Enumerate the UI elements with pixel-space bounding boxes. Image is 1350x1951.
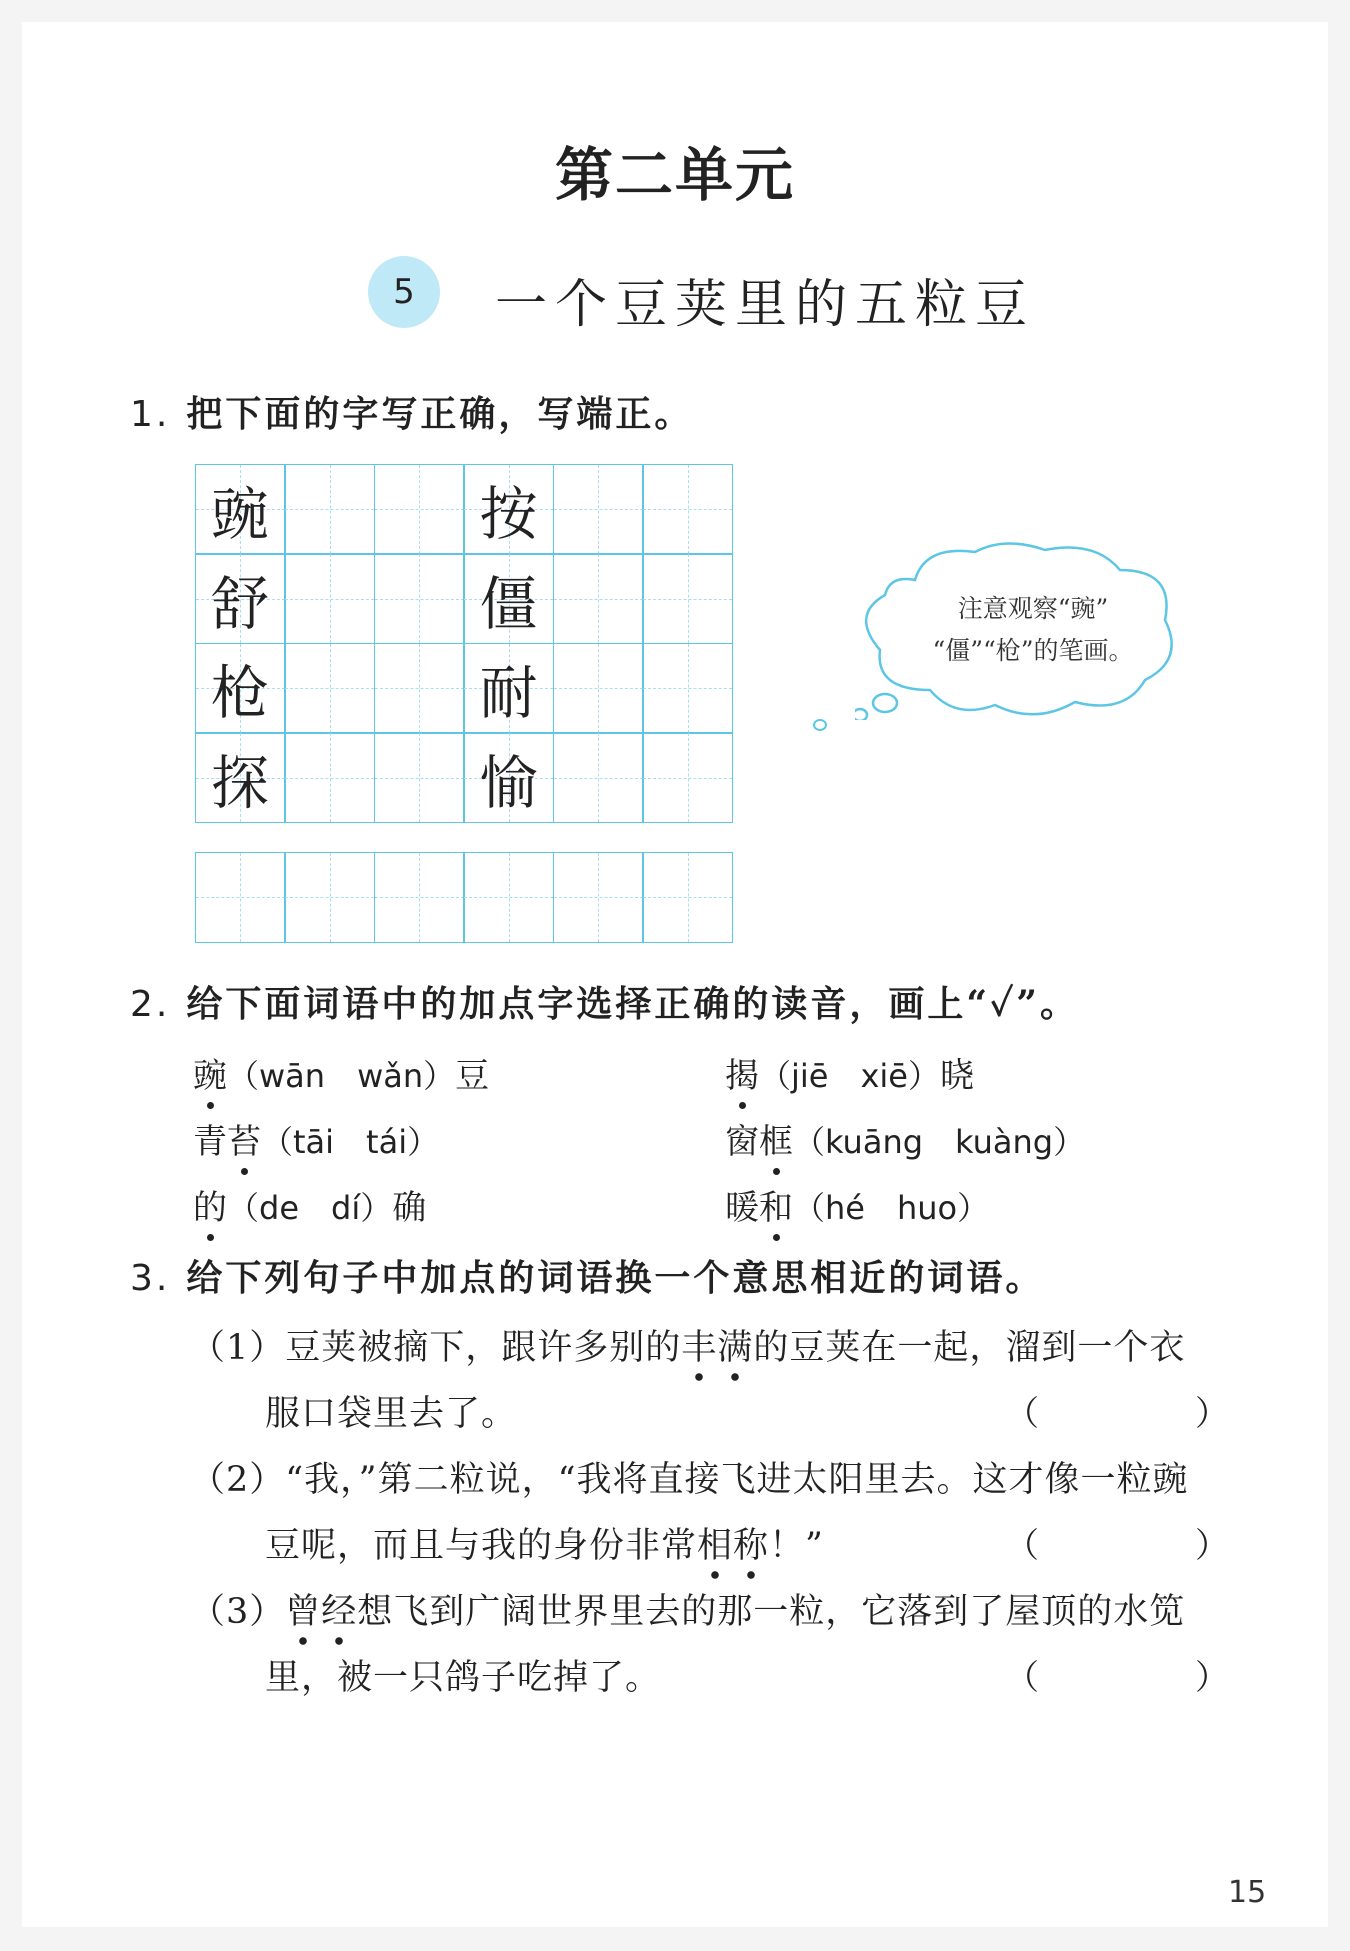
model-character: 耐	[479, 659, 538, 727]
grid-row	[196, 734, 733, 824]
writing-cell[interactable]	[374, 553, 465, 644]
page-number: 15	[1228, 1875, 1267, 1910]
question-1-heading	[130, 386, 693, 437]
pinyin-options[interactable]: （wān wǎn）	[227, 1057, 456, 1095]
grid-row	[196, 465, 733, 555]
answer-paren-right: ）	[1195, 1658, 1229, 1698]
char-cell	[195, 553, 286, 644]
pinyin-choice	[193, 1114, 439, 1163]
writing-cell[interactable]	[642, 553, 733, 644]
sentence-3-line-1	[190, 1584, 1185, 1646]
writing-cell[interactable]	[195, 852, 286, 943]
model-character: 按	[479, 480, 538, 548]
sentence-text: “我，”第二粒说，“我将直接飞进太阳里去。这才像一粒豌	[285, 1460, 1189, 1500]
writing-cell[interactable]	[642, 732, 733, 823]
word-part: 青	[193, 1122, 227, 1162]
pinyin-choice	[193, 1048, 489, 1097]
answer-blank[interactable]	[1035, 1650, 1195, 1694]
writing-cell[interactable]	[284, 643, 375, 734]
sentence-label: （1）	[190, 1328, 286, 1368]
model-character: 愉	[479, 748, 538, 817]
bubble-line: “僵”“枪”的笔画。	[932, 636, 1134, 665]
sentence-text: ！”	[769, 1526, 824, 1566]
writing-cell[interactable]	[642, 464, 733, 555]
model-character: 枪	[210, 659, 269, 727]
writing-cell[interactable]	[374, 852, 465, 943]
bubble-dot-icon	[812, 718, 836, 732]
question-text: 把下面的字写正确，写端正。	[186, 393, 694, 435]
word-part: 确	[392, 1188, 427, 1228]
dotted-char: 的	[193, 1180, 227, 1229]
model-character: 僵	[479, 569, 538, 638]
char-cell	[195, 732, 286, 823]
char-cell	[195, 643, 286, 734]
writing-cell[interactable]	[284, 553, 375, 644]
question-number: 1.	[130, 394, 171, 435]
grid-row	[196, 853, 733, 943]
sentence-text: 的豆荚在一起，溜到一个衣	[753, 1328, 1186, 1368]
char-cell	[463, 553, 554, 644]
pinyin-options[interactable]: （de dí）	[227, 1189, 393, 1227]
question-number: 3.	[130, 1258, 171, 1299]
writing-grid	[196, 465, 733, 823]
writing-cell[interactable]	[553, 464, 644, 555]
bubble-hint	[898, 588, 1168, 672]
answer-paren-right: ）	[1195, 1526, 1229, 1566]
question-text: 给下列句子中加点的词语换一个意思相近的词语。	[186, 1257, 1045, 1299]
model-character: 探	[210, 748, 269, 817]
question-3-heading	[130, 1250, 1044, 1301]
model-character: 豌	[210, 480, 269, 548]
word-part: 晓	[940, 1056, 974, 1096]
extra-writing-grid	[196, 853, 733, 943]
sentence-1-line-2: 服口袋里去了。	[265, 1394, 518, 1434]
answer-blank[interactable]	[1035, 1386, 1195, 1430]
dotted-word: 曾经	[285, 1584, 357, 1646]
sentence-text: 豆呢，而且与我的身份非常	[265, 1526, 698, 1566]
writing-cell[interactable]	[374, 732, 465, 823]
dotted-char: 框	[759, 1114, 793, 1163]
answer-paren-left: （	[1005, 1526, 1039, 1566]
dotted-char: 苔	[227, 1114, 261, 1163]
writing-cell[interactable]	[374, 464, 465, 555]
word-part: 暖	[725, 1188, 759, 1228]
grid-row	[196, 644, 733, 734]
question-number: 2.	[130, 984, 171, 1025]
pinyin-choice	[725, 1048, 974, 1097]
question-text: 给下面词语中的加点字选择正确的读音，画上“✓”。	[186, 983, 1079, 1025]
char-cell	[463, 643, 554, 734]
pinyin-options[interactable]: （jiē xiē）	[759, 1057, 940, 1095]
lesson-title: 一个豆荚里的五粒豆	[495, 275, 1036, 335]
answer-paren-right: ）	[1195, 1394, 1229, 1434]
writing-cell[interactable]	[284, 732, 375, 823]
sentence-label: （2）	[190, 1460, 286, 1500]
sentence-2-line-2	[265, 1518, 824, 1580]
dotted-word: 丰满	[681, 1320, 753, 1382]
answer-paren-left: （	[1005, 1394, 1039, 1434]
dotted-char: 揭	[725, 1048, 759, 1097]
writing-cell[interactable]	[284, 464, 375, 555]
sentence-text: 豆荚被摘下，跟许多别的	[285, 1328, 682, 1368]
lesson-number-badge: 5	[368, 256, 440, 328]
writing-cell[interactable]	[553, 852, 644, 943]
word-part: 豆	[455, 1056, 490, 1096]
sentence-text: 想飞到广阔世界里去的那一粒，它落到了屋顶的水笕	[357, 1592, 1186, 1632]
sentence-2-line-1	[190, 1452, 1188, 1502]
pinyin-options[interactable]: （hé huo）	[793, 1189, 990, 1227]
char-cell	[195, 464, 286, 555]
writing-cell[interactable]	[374, 643, 465, 734]
pinyin-options[interactable]: （tāi tái）	[261, 1123, 440, 1161]
pinyin-choice	[725, 1114, 1085, 1163]
grid-row	[196, 555, 733, 645]
dotted-char: 豌	[193, 1048, 227, 1097]
sentence-3-line-2: 里，被一只鸽子吃掉了。	[265, 1658, 662, 1698]
pinyin-options[interactable]: （kuāng kuàng）	[793, 1123, 1086, 1161]
pinyin-choice	[193, 1180, 426, 1229]
writing-cell[interactable]	[553, 553, 644, 644]
dotted-word: 相称	[697, 1518, 769, 1580]
word-part: 窗	[725, 1122, 759, 1162]
writing-cell[interactable]	[642, 643, 733, 734]
pinyin-choice	[725, 1180, 989, 1229]
unit-title: 第二单元	[554, 141, 795, 209]
writing-cell[interactable]	[642, 852, 733, 943]
answer-paren-left: （	[1005, 1658, 1039, 1698]
sentence-1-line-1	[190, 1320, 1185, 1382]
writing-cell[interactable]	[463, 852, 554, 943]
char-cell	[463, 732, 554, 823]
char-cell	[463, 464, 554, 555]
writing-cell[interactable]	[553, 643, 644, 734]
model-character: 舒	[210, 569, 269, 638]
bubble-line: 注意观察“豌”	[957, 594, 1109, 623]
answer-blank[interactable]	[1035, 1518, 1195, 1562]
writing-cell[interactable]	[553, 732, 644, 823]
sentence-label: （3）	[190, 1592, 286, 1632]
writing-cell[interactable]	[284, 852, 375, 943]
dotted-char: 和	[759, 1180, 793, 1229]
question-2-heading	[130, 976, 1079, 1027]
